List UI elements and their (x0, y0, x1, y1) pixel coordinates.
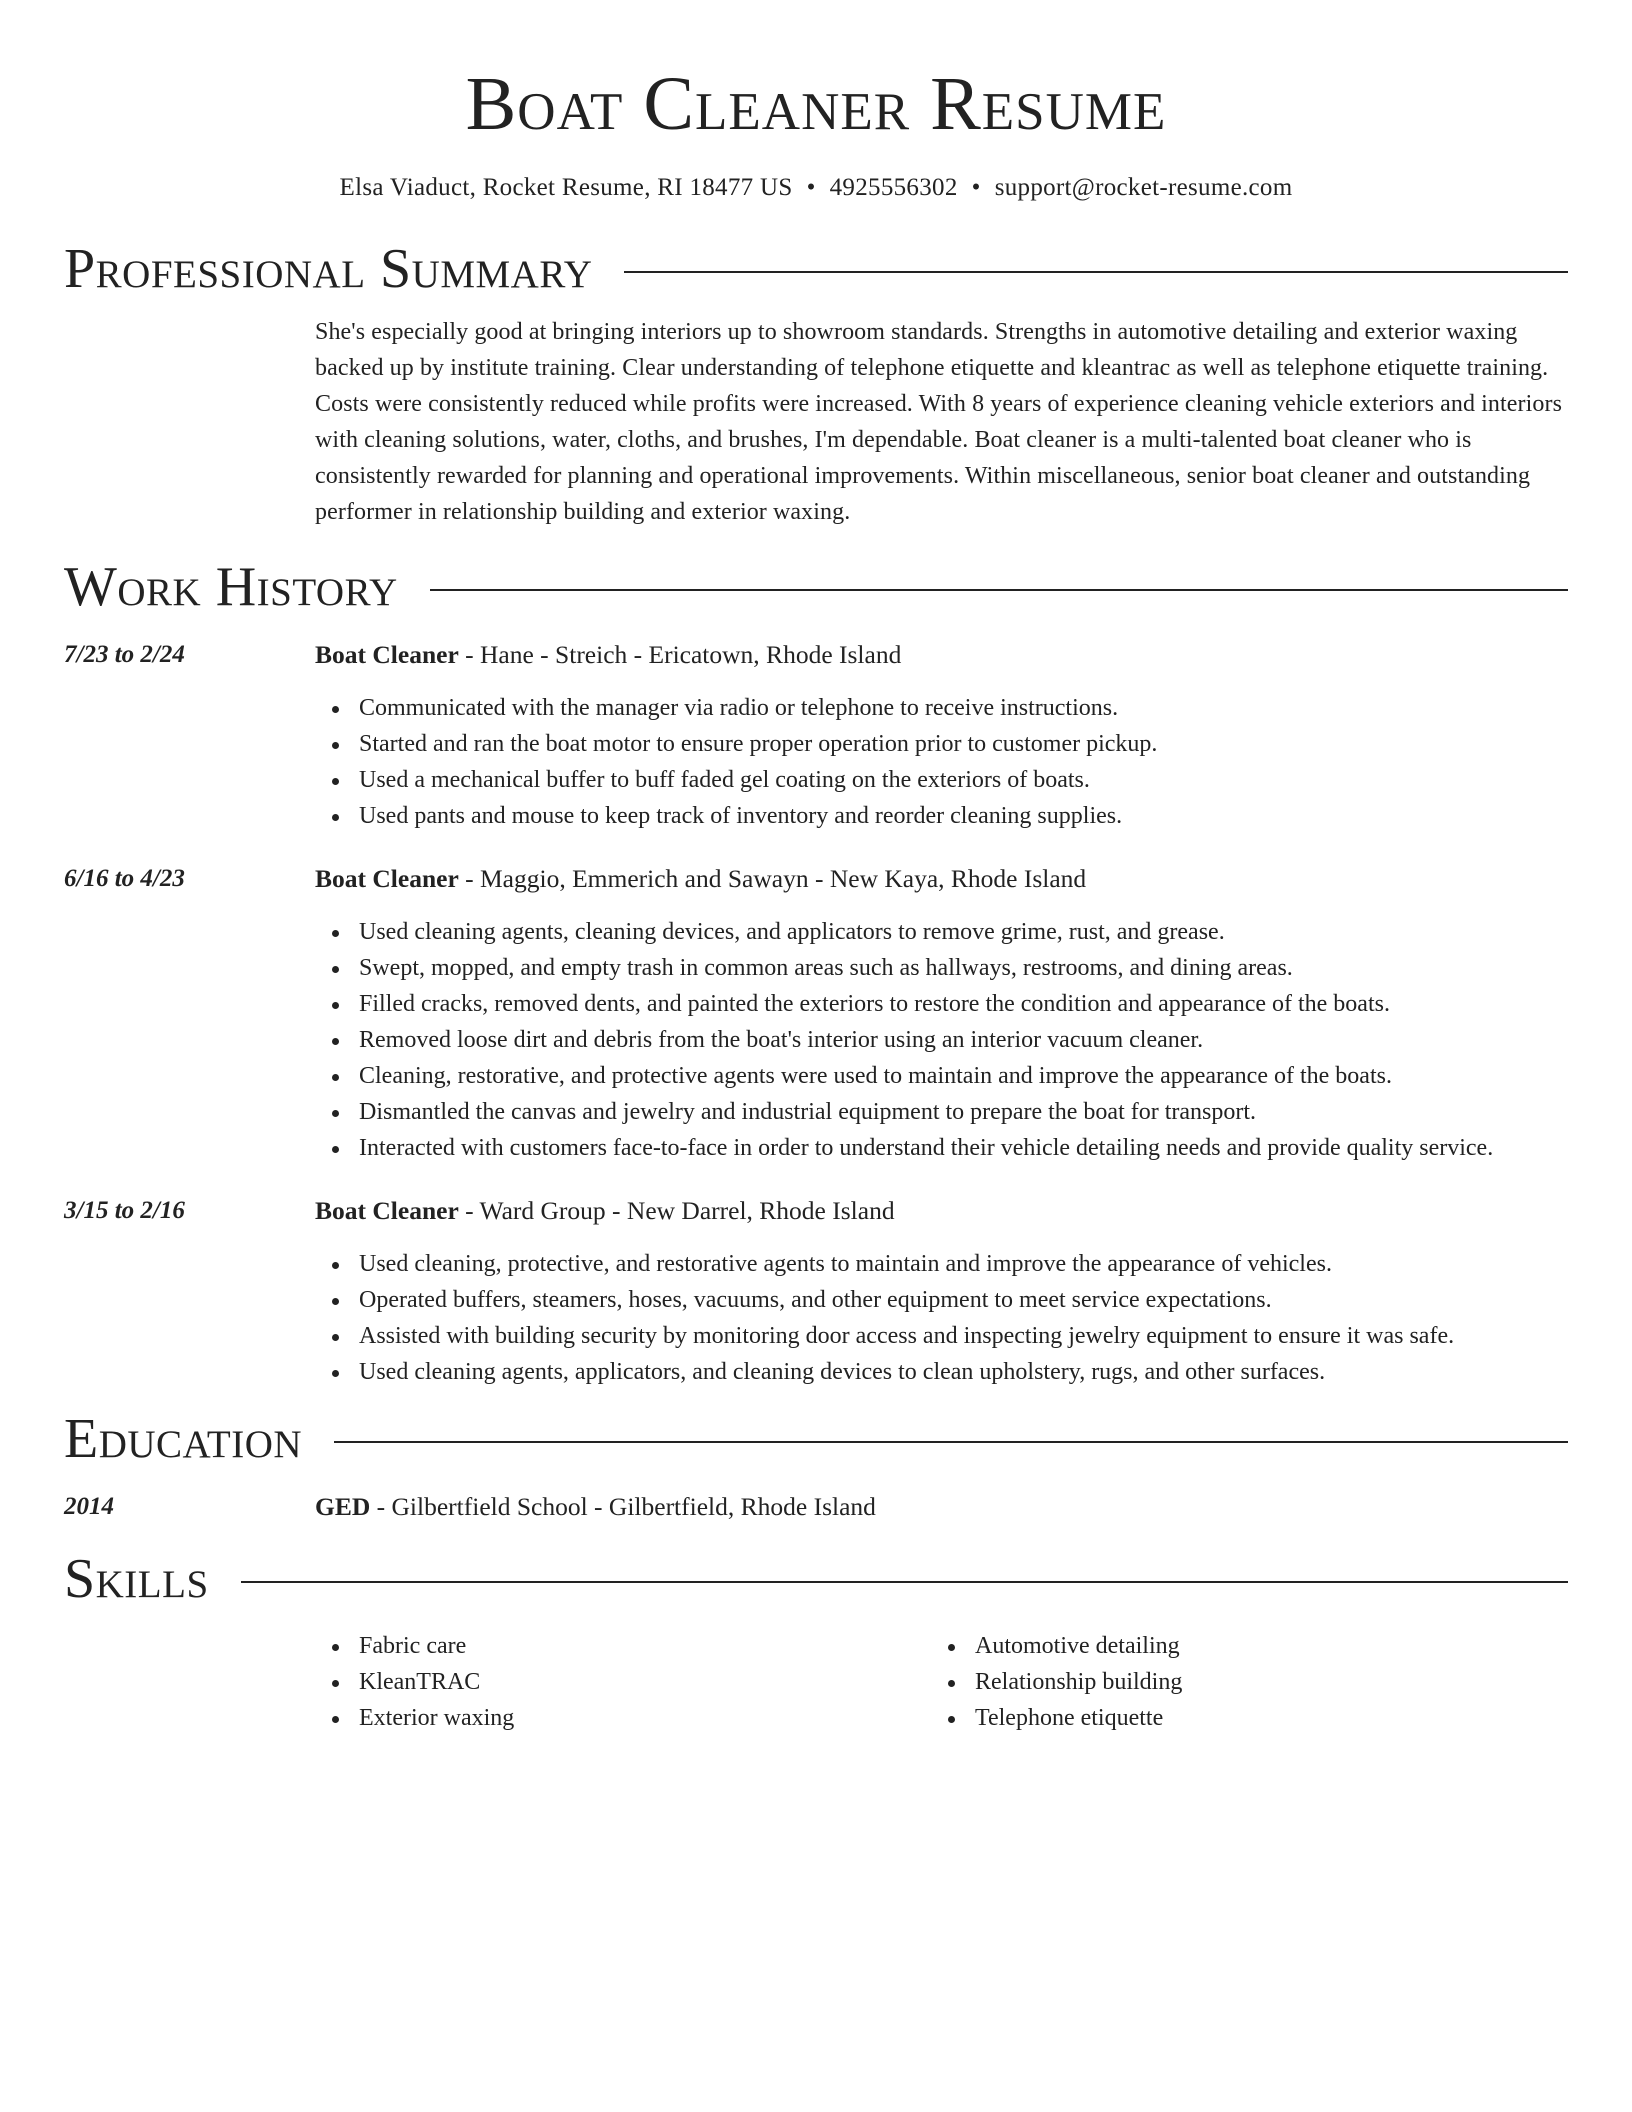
education-details: - Gilbertfield School - Gilbertfield, Rhode Island (370, 1492, 876, 1521)
section-title-skills: Skills (64, 1548, 209, 1610)
skill-item: Automotive detailing (975, 1628, 1568, 1664)
section-title-education: Education (64, 1408, 303, 1470)
job-entry (64, 1194, 1568, 1390)
list-item: Used cleaning, protective, and restorative agents to maintain and improve the appearance of vehicles. (359, 1246, 1568, 1282)
job-dates: 3/15 to 2/16 (64, 1197, 185, 1224)
list-item: Started and ran the boat motor to ensure proper operation prior to customer pickup. (359, 726, 1568, 762)
job-entry (64, 638, 1568, 834)
contact-phone: 4925556302 (829, 174, 958, 201)
section-title-summary: Professional Summary (64, 238, 593, 300)
section-divider (624, 271, 1568, 273)
list-item: Filled cracks, removed dents, and painted the exteriors to restore the condition and appearance of the boats. (359, 986, 1568, 1022)
job-dates: 7/23 to 2/24 (64, 641, 185, 668)
education-year: 2014 (64, 1493, 114, 1520)
summary-spacer (64, 314, 315, 530)
list-item: Operated buffers, steamers, hoses, vacuums, and other equipment to meet service expectations. (359, 1282, 1568, 1318)
job-bullets (315, 1246, 1568, 1390)
list-item: Used cleaning agents, cleaning devices, and applicators to remove grime, rust, and grease. (359, 914, 1568, 950)
skills-spacer (64, 1628, 315, 1736)
section-header-education (64, 1408, 1568, 1470)
list-item: Used a mechanical buffer to buff faded gel coating on the exteriors of boats. (359, 762, 1568, 798)
section-divider (241, 1581, 1568, 1583)
summary-text: She's especially good at bringing interiors up to showroom standards. Strengths in automotive detailing and exterior waxing backed up by institute training. Clear understanding of telephone etiquette and kleantrac as well as telephone etiquette training. Costs were consistently reduced while profits were increased. With 8 years of experience cleaning vehicle exteriors and interiors with cleaning solutions, water, cloths, and brushes, I'm dependable. Boat cleaner is a multi-talented boat cleaner who is consistently rewarded for planning and operational improvements. Within miscellaneous, senior boat cleaner and outstanding performer in relationship building and exterior waxing. (315, 319, 1563, 525)
contact-email: support@rocket-resume.com (994, 174, 1293, 201)
job-details: - Ward Group - New Darrel, Rhode Island (458, 1196, 895, 1225)
section-header-work (64, 556, 1568, 618)
section-divider (430, 589, 1568, 591)
skill-item: Exterior waxing (359, 1700, 931, 1736)
section-header-skills (64, 1548, 1568, 1610)
summary-section (64, 314, 1568, 530)
job-title-line (315, 862, 1568, 896)
skill-item: Telephone etiquette (975, 1700, 1568, 1736)
list-item: Swept, mopped, and empty trash in common areas such as hallways, restrooms, and dining areas. (359, 950, 1568, 986)
contact-line (64, 172, 1568, 204)
summary-body (315, 314, 1568, 530)
education-line (315, 1490, 1568, 1524)
contact-separator: • (806, 174, 816, 201)
job-bullets (315, 914, 1568, 1166)
list-item: Interacted with customers face-to-face in order to understand their vehicle detailing needs and provide quality service. (359, 1130, 1568, 1166)
job-title-line (315, 638, 1568, 672)
job-body (315, 638, 1568, 834)
education-body (315, 1490, 1568, 1524)
job-title: Boat Cleaner (315, 864, 459, 893)
list-item: Cleaning, restorative, and protective agents were used to maintain and improve the appearance of the boats. (359, 1058, 1568, 1094)
skills-section (64, 1628, 1568, 1736)
job-title-line (315, 1194, 1568, 1228)
job-details: - Maggio, Emmerich and Sawayn - New Kaya, Rhode Island (458, 864, 1087, 893)
job-title: Boat Cleaner (315, 640, 459, 669)
list-item: Used pants and mouse to keep track of inventory and reorder cleaning supplies. (359, 798, 1568, 834)
contact-address: Elsa Viaduct, Rocket Resume, RI 18477 US (339, 174, 793, 201)
job-details: - Hane - Streich - Ericatown, Rhode Island (458, 640, 902, 669)
job-entry (64, 862, 1568, 1166)
education-entry (64, 1490, 1568, 1524)
skill-item: KleanTRAC (359, 1664, 931, 1700)
job-title: Boat Cleaner (315, 1196, 459, 1225)
skill-item: Relationship building (975, 1664, 1568, 1700)
resume-title: Boat Cleaner Resume (465, 62, 1167, 146)
education-degree: GED (315, 1492, 371, 1521)
list-item: Used cleaning agents, applicators, and cleaning devices to clean upholstery, rugs, and other surfaces. (359, 1354, 1568, 1390)
skill-item: Fabric care (359, 1628, 931, 1664)
job-dates: 6/16 to 4/23 (64, 865, 185, 892)
section-title-work: Work History (64, 556, 398, 618)
job-body (315, 862, 1568, 1166)
resume-page (64, 0, 1568, 1736)
skills-grid (315, 1628, 1568, 1736)
list-item: Assisted with building security by monitoring door access and inspecting jewelry equipment to ensure it was safe. (359, 1318, 1568, 1354)
list-item: Communicated with the manager via radio or telephone to receive instructions. (359, 690, 1568, 726)
contact-separator: • (971, 174, 981, 201)
list-item: Dismantled the canvas and jewelry and industrial equipment to prepare the boat for transport. (359, 1094, 1568, 1130)
skills-list-right (931, 1628, 1568, 1736)
section-divider (334, 1441, 1568, 1443)
list-item: Removed loose dirt and debris from the boat's interior using an interior vacuum cleaner. (359, 1022, 1568, 1058)
job-body (315, 1194, 1568, 1390)
skills-list-left (315, 1628, 931, 1736)
section-header-summary (64, 238, 1568, 300)
job-bullets (315, 690, 1568, 834)
